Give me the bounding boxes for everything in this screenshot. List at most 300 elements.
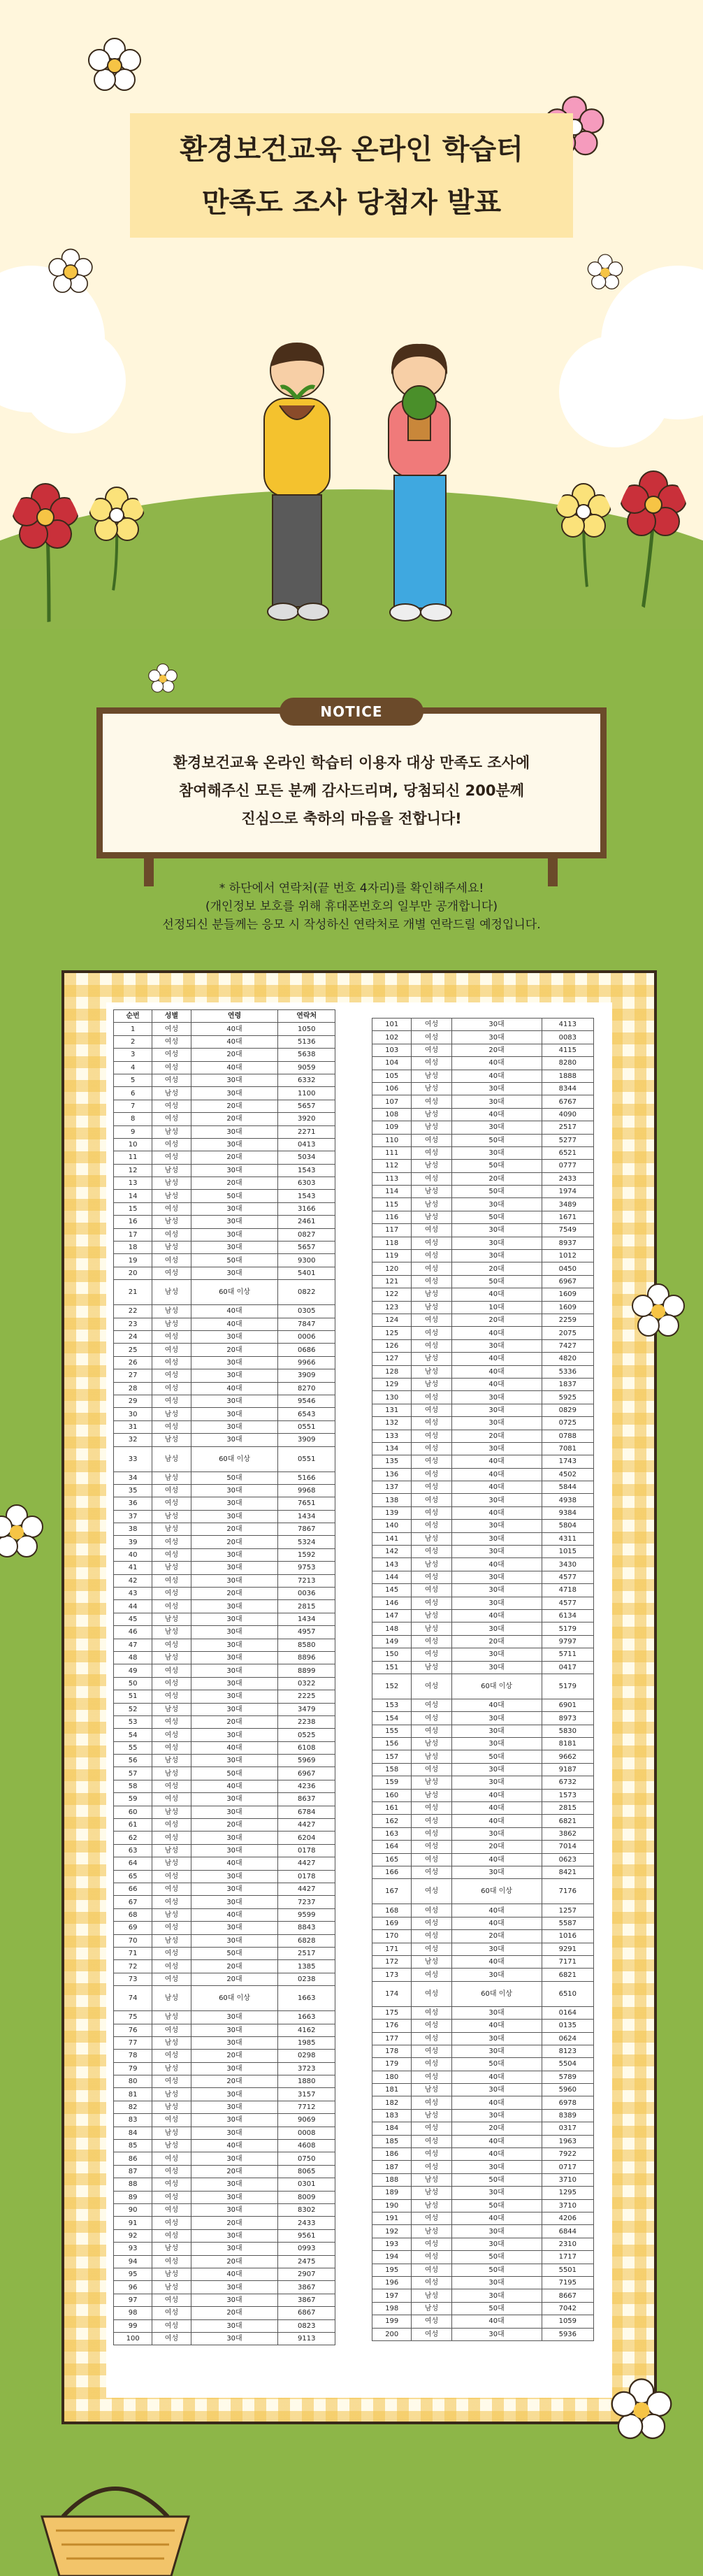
cell-no: 22 xyxy=(114,1305,152,1318)
table-row xyxy=(372,1339,594,1352)
table-row xyxy=(372,1314,594,1326)
cell-age: 50대 xyxy=(451,2302,542,2315)
table-row xyxy=(372,1365,594,1378)
cell-no: 172 xyxy=(372,1955,412,1968)
cell-gender: 여성 xyxy=(412,2264,451,2276)
cell-age: 30대 xyxy=(191,1267,278,1279)
cell-gender: 여성 xyxy=(152,1202,191,1215)
cell-age: 30대 xyxy=(191,1164,278,1177)
table-row xyxy=(372,1584,594,1597)
table-row xyxy=(114,1677,335,1690)
cell-contact: 2225 xyxy=(278,1690,335,1703)
cell-no: 77 xyxy=(114,2036,152,2049)
cell-gender: 여성 xyxy=(152,1588,191,1600)
cell-age: 30대 xyxy=(191,1074,278,1086)
cell-contact: 8270 xyxy=(278,1382,335,1395)
cell-age: 40대 xyxy=(451,1288,542,1301)
table-row xyxy=(372,1866,594,1879)
cell-age: 30대 xyxy=(451,1532,542,1545)
cell-age: 40대 xyxy=(451,2315,542,2328)
cell-no: 129 xyxy=(372,1378,412,1390)
cell-contact: 2433 xyxy=(542,1172,593,1185)
cell-contact: 5324 xyxy=(278,1536,335,1548)
table-row xyxy=(114,1651,335,1664)
cell-gender: 여성 xyxy=(412,1455,451,1468)
cell-no: 195 xyxy=(372,2264,412,2276)
cell-age: 20대 xyxy=(191,1588,278,1600)
cell-gender: 남성 xyxy=(412,1532,451,1545)
cell-age: 30대 xyxy=(191,1832,278,1844)
cell-age: 30대 xyxy=(191,1562,278,1574)
cell-gender: 여성 xyxy=(152,1023,191,1035)
cell-no: 1 xyxy=(114,1023,152,1035)
table-row xyxy=(372,1044,594,1056)
cell-no: 6 xyxy=(114,1087,152,1100)
cell-age: 40대 xyxy=(451,1904,542,1917)
cell-contact: 3867 xyxy=(278,2294,335,2306)
cell-no: 21 xyxy=(114,1280,152,1305)
table-row xyxy=(114,1420,335,1433)
cell-contact: 4577 xyxy=(542,1597,593,1609)
cell-no: 133 xyxy=(372,1430,412,1442)
table-row xyxy=(114,1600,335,1613)
cell-age: 40대 xyxy=(451,1057,542,1070)
cell-no: 171 xyxy=(372,1943,412,1955)
cell-age: 30대 xyxy=(191,2024,278,2036)
cell-no: 114 xyxy=(372,1186,412,1198)
cell-gender: 여성 xyxy=(412,1597,451,1609)
cell-contact: 4938 xyxy=(542,1494,593,1506)
cell-age: 20대 xyxy=(451,1172,542,1185)
cell-gender: 여성 xyxy=(412,1391,451,1404)
cell-contact: 5804 xyxy=(542,1520,593,1532)
cell-contact: 1050 xyxy=(278,1023,335,1035)
red-flower-2-icon xyxy=(615,470,692,610)
cell-age: 30대 xyxy=(191,2036,278,2049)
cell-gender: 여성 xyxy=(412,2315,451,2328)
cell-contact: 1543 xyxy=(278,1164,335,1177)
cell-age: 30대 xyxy=(451,1095,542,1108)
table-row xyxy=(114,1087,335,1100)
cell-no: 68 xyxy=(114,1908,152,1921)
cell-gender: 여성 xyxy=(152,2165,191,2178)
cell-age: 30대 xyxy=(191,1600,278,1613)
table-row xyxy=(114,1356,335,1369)
table-row xyxy=(114,1305,335,1318)
table-row xyxy=(114,1023,335,1035)
cell-contact: 1717 xyxy=(542,2251,593,2264)
cell-contact: 2075 xyxy=(542,1327,593,1339)
cell-gender: 남성 xyxy=(152,1318,191,1330)
cell-gender: 남성 xyxy=(152,1472,191,1484)
cell-age: 30대 xyxy=(191,1548,278,1561)
table-row xyxy=(114,1960,335,1973)
cell-gender: 남성 xyxy=(412,1160,451,1172)
cell-no: 58 xyxy=(114,1780,152,1792)
table-row xyxy=(372,1108,594,1121)
cell-age: 40대 xyxy=(451,1917,542,1929)
cell-no: 44 xyxy=(114,1600,152,1613)
cell-no: 49 xyxy=(114,1664,152,1677)
table-row xyxy=(114,1703,335,1715)
cell-no: 147 xyxy=(372,1609,412,1622)
cell-contact: 0450 xyxy=(542,1262,593,1275)
cell-contact: 9187 xyxy=(542,1763,593,1776)
cell-contact: 6204 xyxy=(278,1832,335,1844)
table-row xyxy=(372,2289,594,2302)
table-row xyxy=(372,1712,594,1725)
cell-no: 4 xyxy=(114,1061,152,1074)
cell-no: 85 xyxy=(114,2140,152,2152)
cell-no: 9 xyxy=(114,1125,152,1138)
table-row xyxy=(372,1070,594,1082)
table-row xyxy=(372,1802,594,1815)
cell-contact: 9561 xyxy=(278,2229,335,2242)
cell-age: 30대 xyxy=(451,1648,542,1661)
cell-gender: 여성 xyxy=(152,2191,191,2203)
cell-contact: 8302 xyxy=(278,2203,335,2216)
cell-gender: 남성 xyxy=(152,1626,191,1639)
table-row xyxy=(372,2225,594,2238)
table-row xyxy=(372,2045,594,2057)
cell-contact: 0238 xyxy=(278,1973,335,1985)
cell-age: 30대 xyxy=(191,1369,278,1382)
cell-gender: 여성 xyxy=(152,1356,191,1369)
cell-no: 98 xyxy=(114,2307,152,2319)
cell-age: 60대 이상 xyxy=(191,1280,278,1305)
cell-no: 29 xyxy=(114,1395,152,1407)
cell-contact: 0829 xyxy=(542,1404,593,1416)
cell-contact: 1295 xyxy=(542,2187,593,2199)
notice-line-1: 환경보건교육 온라인 학습터 이용자 대상 만족도 조사에 xyxy=(173,754,530,771)
table-row xyxy=(114,1767,335,1780)
cell-gender: 여성 xyxy=(152,1574,191,1587)
table-row xyxy=(372,2251,594,2264)
table-row xyxy=(372,1648,594,1661)
table-row xyxy=(372,1288,594,1301)
cell-age: 60대 이상 xyxy=(451,1674,542,1699)
cell-age: 40대 xyxy=(451,1506,542,1519)
cell-age: 30대 xyxy=(451,1661,542,1674)
cell-no: 200 xyxy=(372,2328,412,2340)
cell-gender: 남성 xyxy=(412,1378,451,1390)
cell-age: 30대 xyxy=(191,1690,278,1703)
cell-age: 30대 xyxy=(191,1434,278,1446)
cell-no: 96 xyxy=(114,2281,152,2294)
cell-age: 30대 xyxy=(191,1793,278,1806)
cell-gender: 여성 xyxy=(412,1815,451,1827)
cell-contact: 6784 xyxy=(278,1806,335,1818)
cell-no: 25 xyxy=(114,1344,152,1356)
cell-contact: 0725 xyxy=(542,1417,593,1430)
cell-age: 30대 xyxy=(191,1574,278,1587)
cell-no: 56 xyxy=(114,1755,152,1767)
cell-age: 40대 xyxy=(451,1327,542,1339)
cell-contact: 6821 xyxy=(542,1969,593,1981)
cell-no: 145 xyxy=(372,1584,412,1597)
cell-no: 123 xyxy=(372,1301,412,1314)
table-row xyxy=(114,1164,335,1177)
table-row xyxy=(372,1198,594,1211)
cell-age: 30대 xyxy=(191,1510,278,1523)
cell-gender: 여성 xyxy=(152,2050,191,2062)
cell-gender: 여성 xyxy=(152,2024,191,2036)
cell-contact: 5034 xyxy=(278,1151,335,1164)
cell-age: 40대 xyxy=(451,1455,542,1468)
cell-no: 40 xyxy=(114,1548,152,1561)
cell-age: 20대 xyxy=(191,2075,278,2088)
cell-gender: 여성 xyxy=(152,1819,191,1832)
table-row xyxy=(114,1202,335,1215)
cell-age: 30대 xyxy=(191,1216,278,1228)
cell-contact: 0823 xyxy=(278,2319,335,2332)
remark-line-3: 선정되신 분들께는 응모 시 작성하신 연락처로 개별 연락드릴 예정입니다. xyxy=(162,918,541,932)
cell-no: 34 xyxy=(114,1472,152,1484)
cell-age: 30대 xyxy=(191,1087,278,1100)
cell-no: 116 xyxy=(372,1211,412,1223)
cell-gender: 여성 xyxy=(412,1314,451,1326)
cell-contact: 5277 xyxy=(542,1134,593,1146)
cell-contact: 1963 xyxy=(542,2135,593,2147)
cell-contact: 2271 xyxy=(278,1125,335,1138)
table-row xyxy=(114,1382,335,1395)
cell-no: 99 xyxy=(114,2319,152,2332)
cell-no: 45 xyxy=(114,1613,152,1625)
cell-age: 20대 xyxy=(451,1841,542,1853)
cell-contact: 4718 xyxy=(542,1584,593,1597)
cell-no: 54 xyxy=(114,1729,152,1741)
cell-no: 89 xyxy=(114,2191,152,2203)
cell-no: 42 xyxy=(114,1574,152,1587)
cell-age: 30대 xyxy=(191,1883,278,1896)
cell-no: 15 xyxy=(114,1202,152,1215)
notice-tag: NOTICE xyxy=(280,698,423,726)
cell-contact: 4957 xyxy=(278,1626,335,1639)
table-row xyxy=(114,1369,335,1382)
cell-gender: 남성 xyxy=(412,1661,451,1674)
cell-gender: 여성 xyxy=(152,1780,191,1792)
table-row xyxy=(114,1793,335,1806)
cell-age: 40대 xyxy=(451,2020,542,2032)
cell-gender: 여성 xyxy=(152,1922,191,1934)
cell-age: 20대 xyxy=(191,2050,278,2062)
table-row xyxy=(372,1250,594,1262)
cell-gender: 남성 xyxy=(412,1198,451,1211)
cell-no: 38 xyxy=(114,1523,152,1536)
remark-line-2: (개인정보 보호를 위해 휴대폰번호의 일부만 공개합니다) xyxy=(205,900,498,914)
cell-gender: 여성 xyxy=(152,2229,191,2242)
cell-contact: 1985 xyxy=(278,2036,335,2049)
cell-contact: 4820 xyxy=(542,1353,593,1365)
table-row xyxy=(372,2109,594,2122)
cell-no: 182 xyxy=(372,2096,412,2109)
cell-no: 100 xyxy=(114,2332,152,2345)
cell-contact: 1880 xyxy=(278,2075,335,2088)
cell-age: 20대 xyxy=(451,1262,542,1275)
table-row xyxy=(372,2122,594,2135)
cell-no: 130 xyxy=(372,1391,412,1404)
table-row xyxy=(114,2127,335,2139)
cell-contact: 6521 xyxy=(542,1146,593,1159)
cell-age: 30대 xyxy=(451,2109,542,2122)
notice-line-3: 진심으로 축하의 마음을 전합니다! xyxy=(241,810,462,827)
side-flower-right-icon xyxy=(629,1282,688,1341)
cell-no: 20 xyxy=(114,1267,152,1279)
cell-gender: 여성 xyxy=(412,1134,451,1146)
cell-gender: 여성 xyxy=(412,2020,451,2032)
cell-age: 30대 xyxy=(191,1844,278,1857)
cell-no: 13 xyxy=(114,1177,152,1190)
table-row xyxy=(372,1674,594,1699)
cell-gender: 여성 xyxy=(412,1095,451,1108)
cell-contact: 0788 xyxy=(542,1430,593,1442)
cell-age: 30대 xyxy=(451,2289,542,2302)
cell-no: 189 xyxy=(372,2187,412,2199)
cell-gender: 여성 xyxy=(412,1262,451,1275)
cell-gender: 남성 xyxy=(412,2084,451,2096)
cell-age: 30대 xyxy=(451,2161,542,2173)
notice-line-2: 참여해주신 모든 분께 감사드리며, 당첨되신 200분께 xyxy=(178,782,525,799)
cell-contact: 7237 xyxy=(278,1896,335,1908)
table-row xyxy=(372,1391,594,1404)
cell-age: 20대 xyxy=(451,1635,542,1648)
table-row xyxy=(114,1639,335,1651)
table-row xyxy=(114,1061,335,1074)
cell-contact: 3920 xyxy=(278,1113,335,1125)
cell-contact: 4236 xyxy=(278,1780,335,1792)
cell-contact: 3909 xyxy=(278,1434,335,1446)
cell-no: 8 xyxy=(114,1113,152,1125)
cell-contact: 5638 xyxy=(278,1049,335,1061)
table-row xyxy=(372,1095,594,1108)
table-row xyxy=(372,1789,594,1801)
table-row xyxy=(114,1523,335,1536)
cell-gender: 여성 xyxy=(152,1741,191,1754)
cell-age: 40대 xyxy=(451,1815,542,1827)
cell-contact: 1974 xyxy=(542,1186,593,1198)
cell-gender: 남성 xyxy=(152,1216,191,1228)
cell-contact: 2310 xyxy=(542,2238,593,2250)
cell-gender: 여성 xyxy=(152,2332,191,2345)
cell-gender: 남성 xyxy=(152,1651,191,1664)
cell-contact: 6510 xyxy=(542,1981,593,2006)
cell-age: 30대 xyxy=(451,2006,542,2019)
cell-age: 30대 xyxy=(451,1738,542,1750)
table-row xyxy=(114,1484,335,1497)
cell-contact: 0413 xyxy=(278,1138,335,1151)
cell-gender: 남성 xyxy=(412,2302,451,2315)
table-row xyxy=(372,1442,594,1455)
cell-gender: 남성 xyxy=(412,1211,451,1223)
cell-contact: 9291 xyxy=(542,1943,593,1955)
cell-no: 26 xyxy=(114,1356,152,1369)
cell-age: 30대 xyxy=(191,1484,278,1497)
cell-gender: 여성 xyxy=(412,1635,451,1648)
cell-contact: 5136 xyxy=(278,1035,335,1048)
cell-gender: 남성 xyxy=(152,1305,191,1318)
cell-age: 20대 xyxy=(451,1044,542,1056)
cell-contact: 8123 xyxy=(542,2045,593,2057)
table-row xyxy=(372,2238,594,2250)
cell-no: 131 xyxy=(372,1404,412,1416)
cell-no: 46 xyxy=(114,1626,152,1639)
table-row xyxy=(114,1074,335,1086)
cell-age: 30대 xyxy=(191,1202,278,1215)
cell-no: 17 xyxy=(114,1228,152,1241)
table-row xyxy=(114,1267,335,1279)
cell-age: 30대 xyxy=(191,1420,278,1433)
cell-gender: 여성 xyxy=(412,1481,451,1494)
cell-gender: 남성 xyxy=(412,1738,451,1750)
cell-gender: 남성 xyxy=(152,2011,191,2024)
cell-age: 30대 xyxy=(191,1138,278,1151)
cell-age: 50대 xyxy=(451,1160,542,1172)
table-row xyxy=(372,2276,594,2289)
cell-no: 92 xyxy=(114,2229,152,2242)
table-row xyxy=(114,1986,335,2011)
cell-gender: 남성 xyxy=(412,1288,451,1301)
cell-no: 176 xyxy=(372,2020,412,2032)
cell-age: 50대 xyxy=(451,1275,542,1288)
cell-age: 30대 xyxy=(451,2328,542,2340)
cell-age: 30대 xyxy=(451,1546,542,1558)
cell-gender: 남성 xyxy=(412,1789,451,1801)
cell-contact: 4427 xyxy=(278,1883,335,1896)
cell-contact: 5657 xyxy=(278,1100,335,1112)
table-row xyxy=(114,2319,335,2332)
cell-age: 30대 xyxy=(191,2062,278,2075)
table-row xyxy=(372,1211,594,1223)
cell-age: 30대 xyxy=(191,1125,278,1138)
cell-no: 135 xyxy=(372,1455,412,1468)
cell-age: 20대 xyxy=(191,1151,278,1164)
cell-contact: 3862 xyxy=(542,1827,593,1840)
cell-age: 40대 xyxy=(191,2140,278,2152)
cell-age: 30대 xyxy=(451,1237,542,1249)
table-row xyxy=(372,1134,594,1146)
cell-gender: 여성 xyxy=(152,1715,191,1728)
cell-gender: 남성 xyxy=(412,2109,451,2122)
cell-gender: 남성 xyxy=(412,1070,451,1082)
cell-age: 30대 xyxy=(451,1198,542,1211)
cell-no: 113 xyxy=(372,1172,412,1185)
cell-no: 95 xyxy=(114,2268,152,2280)
cell-contact: 7081 xyxy=(542,1442,593,1455)
cell-age: 30대 xyxy=(191,1703,278,1715)
cell-gender: 남성 xyxy=(152,1562,191,1574)
table-row xyxy=(372,2135,594,2147)
cell-gender: 여성 xyxy=(152,1536,191,1548)
table-row xyxy=(114,1510,335,1523)
cell-no: 160 xyxy=(372,1789,412,1801)
cell-age: 30대 xyxy=(451,1404,542,1416)
table-row xyxy=(114,1883,335,1896)
table-row xyxy=(114,1741,335,1754)
cell-gender: 여성 xyxy=(152,1947,191,1959)
cell-no: 101 xyxy=(372,1019,412,1031)
cell-no: 156 xyxy=(372,1738,412,1750)
cell-contact: 7549 xyxy=(542,1224,593,1237)
cell-age: 20대 xyxy=(191,1960,278,1973)
cell-contact: 0624 xyxy=(542,2032,593,2045)
table-row xyxy=(114,2217,335,2229)
table-row xyxy=(114,1626,335,1639)
table-row xyxy=(114,2191,335,2203)
cell-no: 70 xyxy=(114,1934,152,1947)
cell-age: 30대 xyxy=(451,1763,542,1776)
cell-contact: 9384 xyxy=(542,1506,593,1519)
cell-contact: 5936 xyxy=(542,2328,593,2340)
